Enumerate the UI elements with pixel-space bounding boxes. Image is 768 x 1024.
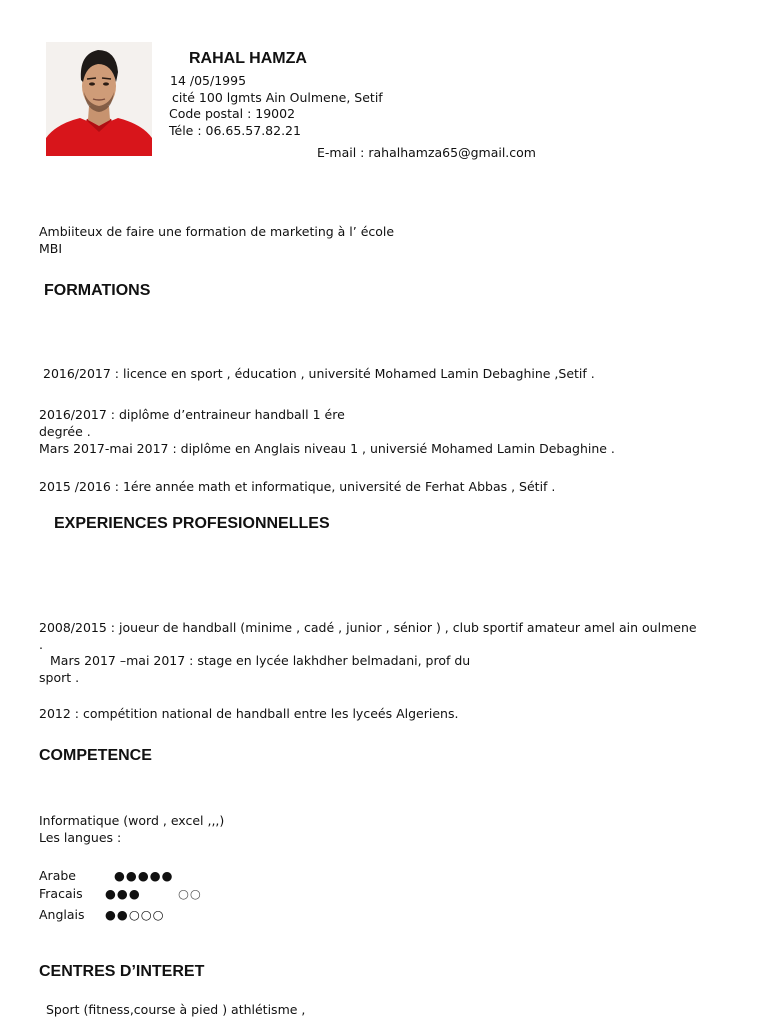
section-title-competence: COMPETENCE bbox=[39, 747, 152, 764]
profile-photo bbox=[46, 42, 152, 156]
skill-informatique: Informatique (word , excel ,,,) bbox=[39, 813, 225, 828]
formation-entry-continuation: degrée . bbox=[39, 424, 91, 439]
phone: Téle : 06.65.57.82.21 bbox=[169, 123, 301, 138]
language-arabe-label: Arabe bbox=[39, 868, 76, 883]
postal-code: Code postal : 19002 bbox=[169, 106, 296, 121]
experience-entry-continuation: . bbox=[39, 637, 43, 652]
language-francais-label: Fracais bbox=[39, 886, 83, 901]
objective-line-2: MBI bbox=[39, 241, 63, 256]
experience-entry-continuation: sport . bbox=[39, 670, 80, 685]
language-anglais-label: Anglais bbox=[39, 907, 85, 922]
objective-line-1: Ambiiteux de faire une formation de marketing à l’ école bbox=[39, 224, 395, 239]
experience-entry: 2008/2015 : joueur de handball (minime , cadé , junior , sénior ) , club sportif amateur amel ain oulmene bbox=[39, 620, 697, 635]
languages-label: Les langues : bbox=[39, 830, 122, 845]
formation-entry: 2016/2017 : licence en sport , éducation , université Mohamed Lamin Debaghine ,Setif . bbox=[43, 366, 595, 381]
experience-entry: 2012 : compétition national de handball entre les lyceés Algeriens. bbox=[39, 706, 459, 721]
email: E-mail : rahalhamza65@gmail.com bbox=[317, 145, 536, 160]
candidate-name: RAHAL HAMZA bbox=[189, 50, 307, 67]
formation-entry: Mars 2017-mai 2017 : diplôme en Anglais niveau 1 , universié Mohamed Lamin Debaghine . bbox=[39, 441, 615, 456]
section-title-experiences: EXPERIENCES PROFESIONNELLES bbox=[54, 515, 330, 532]
section-title-interests: CENTRES D’INTERET bbox=[39, 963, 205, 980]
language-francais-level-empty: ○○ bbox=[178, 886, 202, 901]
language-arabe-level: ●●●●● bbox=[114, 868, 174, 883]
formation-entry: 2015 /2016 : 1ére année math et informatique, université de Ferhat Abbas , Sétif . bbox=[39, 479, 556, 494]
formation-entry: 2016/2017 : diplôme d’entraineur handball 1 ére bbox=[39, 407, 345, 422]
language-francais-level: ●●● bbox=[105, 886, 141, 901]
interest-line: Sport (fitness,course à pied ) athlétisme , bbox=[46, 1002, 306, 1017]
address: cité 100 lgmts Ain Oulmene, Setif bbox=[172, 90, 383, 105]
language-anglais-level: ●●○○○ bbox=[105, 907, 165, 922]
birth-date: 14 /05/1995 bbox=[170, 73, 247, 88]
experience-entry: Mars 2017 –mai 2017 : stage en lycée lakhdher belmadani, prof du bbox=[50, 653, 471, 668]
section-title-formations: FORMATIONS bbox=[44, 282, 151, 299]
